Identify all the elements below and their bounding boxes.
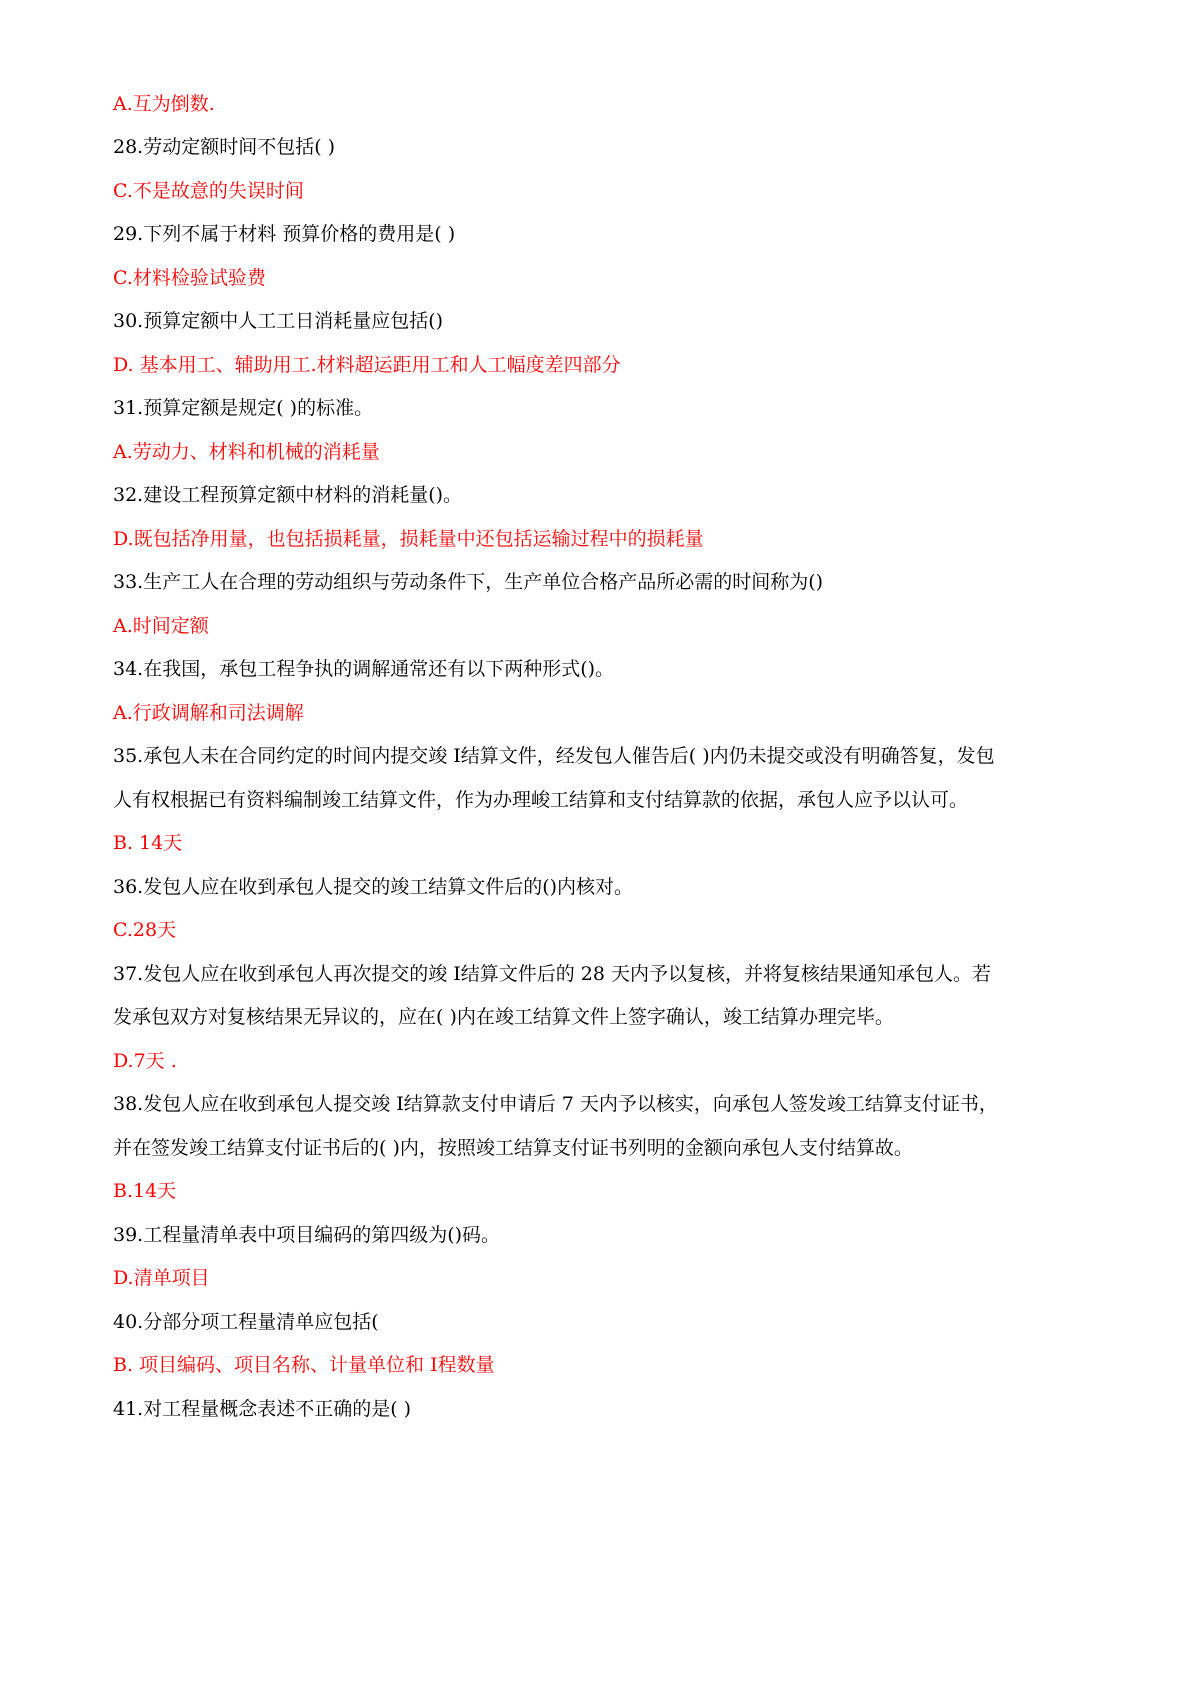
answer-line: D.7天 . [113,1050,177,1072]
answer-line: C.28天 [113,919,177,941]
answer-line: D.清单项目 [113,1267,210,1289]
question-line: 41.对工程量概念表述不正确的是( ) [113,1398,412,1420]
answer-line: C.材料检验试验费 [113,267,266,289]
answer-line: B. 项目编码、项目名称、计量单位和 I程数量 [113,1354,495,1376]
question-line: 36.发包人应在收到承包人提交的竣工结算文件后的()内核对。 [113,876,634,898]
question-line: 28.劳动定额时间不包括( ) [113,136,336,158]
answer-line: A.行政调解和司法调解 [113,702,304,724]
question-line: 37.发包人应在收到承包人再次提交的竣 I结算文件后的 28 天内予以复核，并将复核结果通知承包人。若 [113,963,992,985]
answer-line: B. 14天 [113,832,183,854]
answer-line: A.互为倒数. [113,93,215,115]
question-line: 32.建设工程预算定额中材料的消耗量()。 [113,484,463,506]
question-line: 发承包双方对复核结果无异议的，应在( )内在竣工结算文件上签字确认，竣工结算办理完毕。 [113,1006,894,1028]
question-line: 29.下列不属于材料 预算价格的费用是( ) [113,223,456,245]
question-line: 35.承包人未在合同约定的时间内提交竣 I结算文件，经发包人催告后( )内仍未提交或没有明确答复，发包 [113,745,995,767]
answer-line: D. 基本用工、辅助用工.材料超运距用工和人工幅度差四部分 [113,354,621,376]
question-line: 并在签发竣工结算支付证书后的( )内，按照竣工结算支付证书列明的金额向承包人支付结算故。 [113,1137,913,1159]
question-line: 30.预算定额中人工工日消耗量应包括() [113,310,444,332]
question-line: 39.工程量清单表中项目编码的第四级为()码。 [113,1224,501,1246]
answer-line: C.不是故意的失误时间 [113,180,304,202]
question-line: 人有权根据已有资料编制竣工结算文件，作为办理峻工结算和支付结算款的依据，承包人应予以认可。 [113,789,969,811]
question-line: 31.预算定额是规定( )的标准。 [113,397,374,419]
question-line: 33.生产工人在合理的劳动组织与劳动条件下，生产单位合格产品所必需的时间称为() [113,571,824,593]
question-line: 34.在我国，承包工程争执的调解通常还有以下两种形式()。 [113,658,615,680]
answer-line: A.时间定额 [113,615,209,637]
answer-line: B.14天 [113,1180,177,1202]
answer-line: D.既包括净用量，也包括损耗量，损耗量中还包括运输过程中的损耗量 [113,528,704,550]
answer-line: A.劳动力、材料和机械的消耗量 [113,441,380,463]
question-line: 38.发包人应在收到承包人提交竣 I结算款支付申请后 7 天内予以核实，向承包人签发竣工结算支付证书， [113,1093,998,1115]
question-line: 40.分部分项工程量清单应包括( [113,1311,379,1333]
